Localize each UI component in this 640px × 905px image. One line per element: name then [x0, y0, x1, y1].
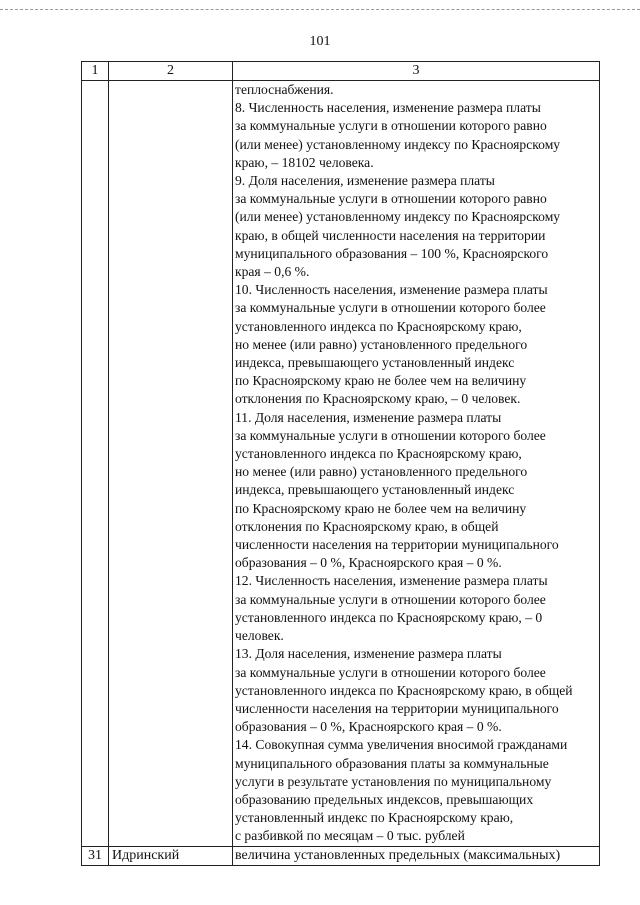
text-line: за коммунальные услуги в отношении которого равно [235, 118, 547, 134]
header-col-2: 2 [109, 62, 233, 81]
text-line: но менее (или равно) установленного предельного [235, 464, 528, 480]
text-line: образованию предельных индексов, превышающих [235, 791, 534, 807]
text-line: индекса, превышающего установленный индекс [235, 482, 515, 498]
text-line: края – 0,6 %. [235, 264, 310, 280]
continuation-name-cell [109, 81, 233, 847]
text-line: образования – 0 %, Красноярского края – 0 %. [235, 555, 502, 571]
text-line: установленного индекса по Красноярскому краю, в общей [235, 682, 573, 698]
continuation-text-cell [233, 81, 600, 847]
text-line: 11. Доля населения, изменение размера платы [235, 409, 502, 425]
text-line: 10. Численность населения, изменение размера платы [235, 282, 548, 298]
text-line: численности населения на территории муниципального [235, 700, 559, 716]
text-line: краю, – 18102 человека. [235, 154, 374, 170]
table-row-31 [82, 846, 600, 865]
text-line: 12. Численность населения, изменение размера платы [235, 573, 548, 589]
page-number: 101 [309, 34, 331, 49]
scan-top-edge [0, 9, 640, 10]
text-line: за коммунальные услуги в отношении которого более [235, 427, 546, 443]
text-line: но менее (или равно) установленного предельного [235, 336, 528, 352]
text-line: отклонения по Красноярскому краю, – 0 человек. [235, 391, 521, 407]
text-line: за коммунальные услуги в отношении которого равно [235, 191, 547, 207]
text-line: установленного индекса по Красноярскому краю, [235, 446, 522, 462]
text-line: отклонения по Красноярскому краю, в общей [235, 518, 499, 534]
text-line: за коммунальные услуги в отношении которого более [235, 591, 546, 607]
header-col-1: 1 [82, 62, 109, 81]
text-line: численности населения на территории муниципального [235, 537, 559, 553]
text-line: теплоснабжения. [235, 82, 334, 97]
text-line: индекса, превышающего установленный индекс [235, 355, 515, 371]
text-line: 14. Совокупная сумма увеличения вносимой гражданами [235, 737, 568, 753]
text-line: установленного индекса по Красноярскому краю, [235, 318, 522, 334]
text-line: муниципального образования – 100 %, Красноярского [235, 245, 549, 261]
table-header-row [82, 62, 600, 81]
text-line: образования – 0 %, Красноярского края – 0 %. [235, 719, 502, 735]
text-line: муниципального образования платы за коммунальные [235, 755, 549, 771]
text-line: услуги в результате установления по муниципальному [235, 773, 552, 789]
row-number: 31 [82, 846, 109, 865]
text-line: (или менее) установленному индексу по Красноярскому [235, 209, 561, 225]
text-line: установленный индекс по Красноярскому краю, [235, 810, 514, 826]
text-line: 13. Доля населения, изменение размера платы [235, 646, 502, 662]
text-line: 8. Численность населения, изменение размера платы [235, 100, 541, 116]
text-line: за коммунальные услуги в отношении которого более [235, 664, 546, 680]
continuation-num-cell [82, 81, 109, 847]
table-row-continuation [82, 81, 600, 847]
text-line: 9. Доля населения, изменение размера платы [235, 173, 495, 189]
header-col-3: 3 [233, 62, 600, 81]
text-line: краю, в общей численности населения на территории [235, 227, 546, 243]
text-line: с разбивкой по месяцам – 0 тыс. рублей [235, 828, 465, 844]
municipality-name: Идринский [109, 846, 233, 865]
text-line: (или менее) установленному индексу по Красноярскому [235, 136, 561, 152]
text-line: установленного индекса по Красноярскому краю, – 0 [235, 609, 543, 625]
text-line: по Красноярскому краю не более чем на величину [235, 500, 527, 516]
row-text: величина установленных предельных (максимальных) [233, 846, 600, 865]
text-line: человек. [235, 628, 284, 644]
text-line: за коммунальные услуги в отношении которого более [235, 300, 546, 316]
document-table [81, 61, 600, 866]
text-line: по Красноярскому краю не более чем на величину [235, 373, 527, 389]
